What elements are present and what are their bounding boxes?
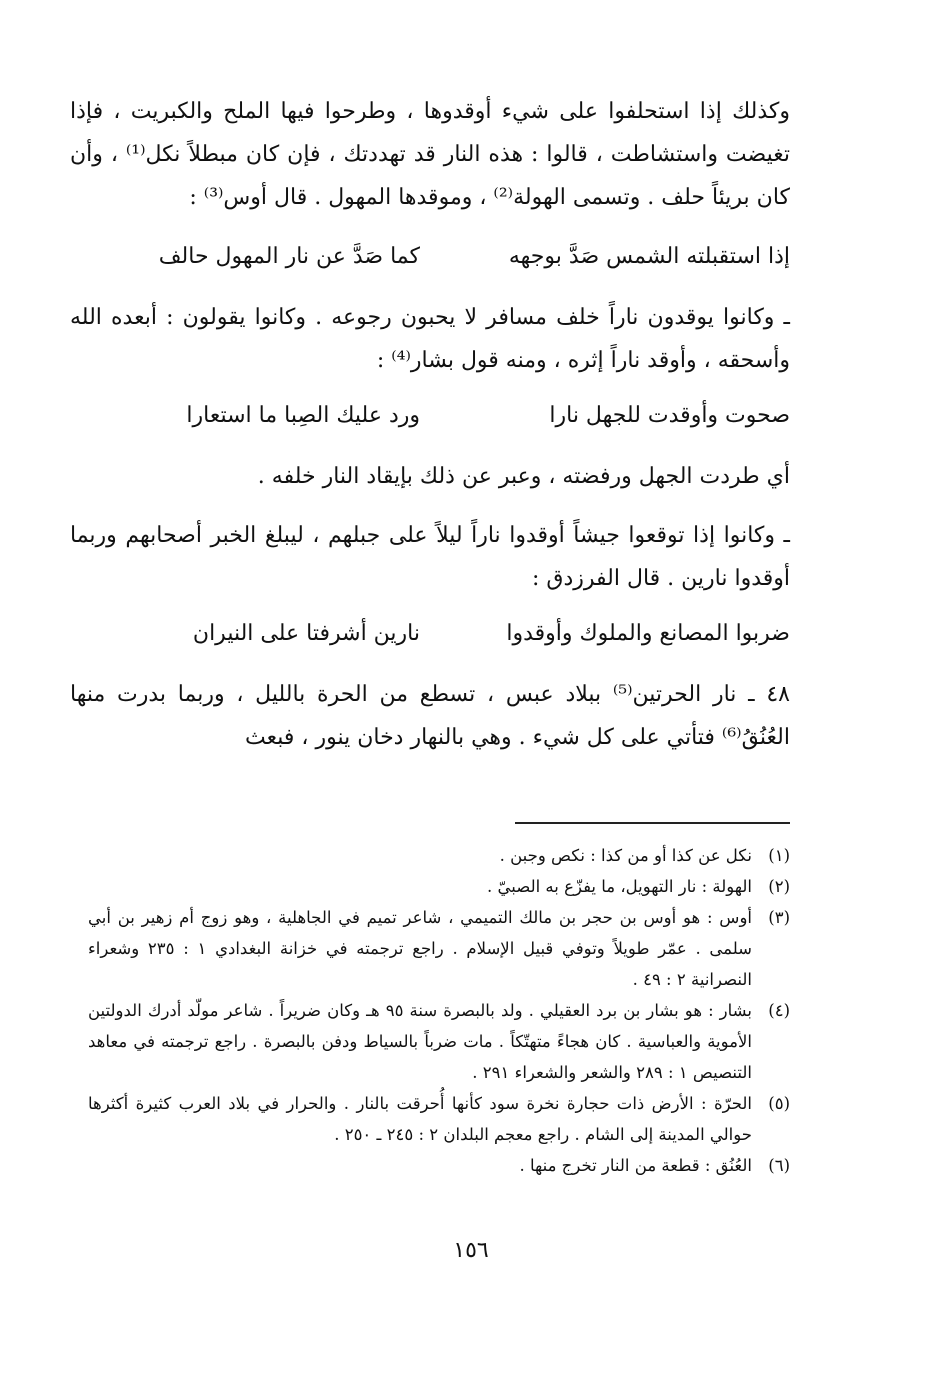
footnotes <box>88 840 790 1181</box>
footnote-number: (٦) <box>768 1156 790 1175</box>
footnote-text: الحرّة : الأرض ذات حجارة نخرة سود كأنها أُحرقت بالنار . والحرار في بلاد العرب كثيرة أكثرها حوالي المدينة إلى الشام . راجع معجم البلدان ٢ : ٢٤٥ ـ ٢٥٠ . <box>88 1094 752 1144</box>
footnote-item <box>88 1088 790 1150</box>
verse-aws <box>70 235 790 278</box>
footnote-text: بشار : هو بشار بن برد العقيلي . ولد بالبصرة سنة ٩٥ هـ وكان ضريراً . شاعر مولّد أدرك الدولتين الأموية والعباسية . كان هجاءً متهتّكاً . مات ضرباً بالسياط ودفن بالبصرة . راجع ترجمته في معاهد التنصيص ١ : ٢٨٩ والشعر والشعراء ٢٩١ . <box>88 1001 752 1082</box>
footnote-text: نكل عن كذا أو من كذا : نكص وجبن . <box>499 846 752 865</box>
verse-hemistich-first: إذا استقبلته الشمس صَدَّ بوجهه <box>508 244 790 269</box>
footnote-number: (١) <box>768 846 790 865</box>
paragraph-army-fire: ـ وكانوا إذا توقعوا جيشاً أوقدوا ناراً ليلاً على جبلهم ، ليبلغ الخبر أصحابهم وربما أوقدوا نارين . قال الفرزدق : <box>70 523 790 591</box>
footnote-number: (٣) <box>768 908 790 927</box>
footnote-number: (٥) <box>768 1094 790 1113</box>
verse-farazdaq <box>70 612 790 655</box>
verse-hemistich-second: نارين أشرفتا على النيران <box>192 621 420 646</box>
footnote-separator <box>515 822 790 824</box>
paragraph-harratain-fire: ٤٨ ـ نار الحرتين⁽⁵⁾ ببلاد عبس ، تسطع من الحرة بالليل ، وربما بدرت منها العُنُقُ⁽⁶⁾ فتأتي على كل شيء . وهي بالنهار دخان ينور ، فبعث <box>70 682 790 750</box>
footnote-number: (٢) <box>768 877 790 896</box>
footnote-text: العُنُق : قطعة من النار تخرج منها . <box>519 1156 752 1175</box>
verse-hemistich-second: كما صَدَّ عن نار المهول حالف <box>158 244 420 269</box>
page-number: ١٥٦ <box>453 1238 489 1263</box>
verse-bashar <box>70 394 790 437</box>
footnote-text: الهولة : نار التهويل، ما يفزّع به الصبيّ . <box>487 877 752 896</box>
paragraph-oath-fire: وكذلك إذا استحلفوا على شيء أوقدوها ، وطرحوا فيها الملح والكبريت ، فإذا تغيضت واستشاطت ، قالوا : هذه النار قد تهددتك ، فإن كان مبطلاً نكل⁽¹⁾ ، وأن كان بريئاً حلف . وتسمى الهولة⁽²⁾ ، وموقدها المهول . قال أوس⁽³⁾ : <box>70 99 790 210</box>
verse-hemistich-first: صحوت وأوقدت للجهل نارا <box>549 403 790 428</box>
paragraph-traveler-fire: ـ وكانوا يوقدون ناراً خلف مسافر لا يحبون رجوعه . وكانوا يقولون : أبعده الله وأسحقه ، وأوقد ناراً إثره ، ومنه قول بشار⁽⁴⁾ : <box>70 305 790 373</box>
footnote-item <box>88 871 790 902</box>
main-text <box>70 90 790 775</box>
verse-hemistich-first: ضربوا المصانع والملوك وأوقدوا <box>506 621 790 646</box>
footnote-item <box>88 840 790 871</box>
paragraph-explanation: أي طردت الجهل ورفضته ، وعبر عن ذلك بإيقاد النار خلفه . <box>257 464 790 489</box>
verse-hemistich-second: ورد عليك الصِبا ما استعارا <box>186 403 420 428</box>
footnote-text: أوس : هو أوس بن حجر بن مالك التميمي ، شاعر تميم في الجاهلية ، وهو زوج أم زهير بن أبي سلمى . عمّر طويلاً وتوفي قبيل الإسلام . راجع ترجمته في خزانة البغدادي ١ : ٢٣٥ وشعراء النصرانية ٢ : ٤٩ . <box>88 908 752 989</box>
footnote-number: (٤) <box>768 1001 790 1020</box>
footnote-item <box>88 1150 790 1181</box>
footnote-item <box>88 902 790 995</box>
footnote-item <box>88 995 790 1088</box>
